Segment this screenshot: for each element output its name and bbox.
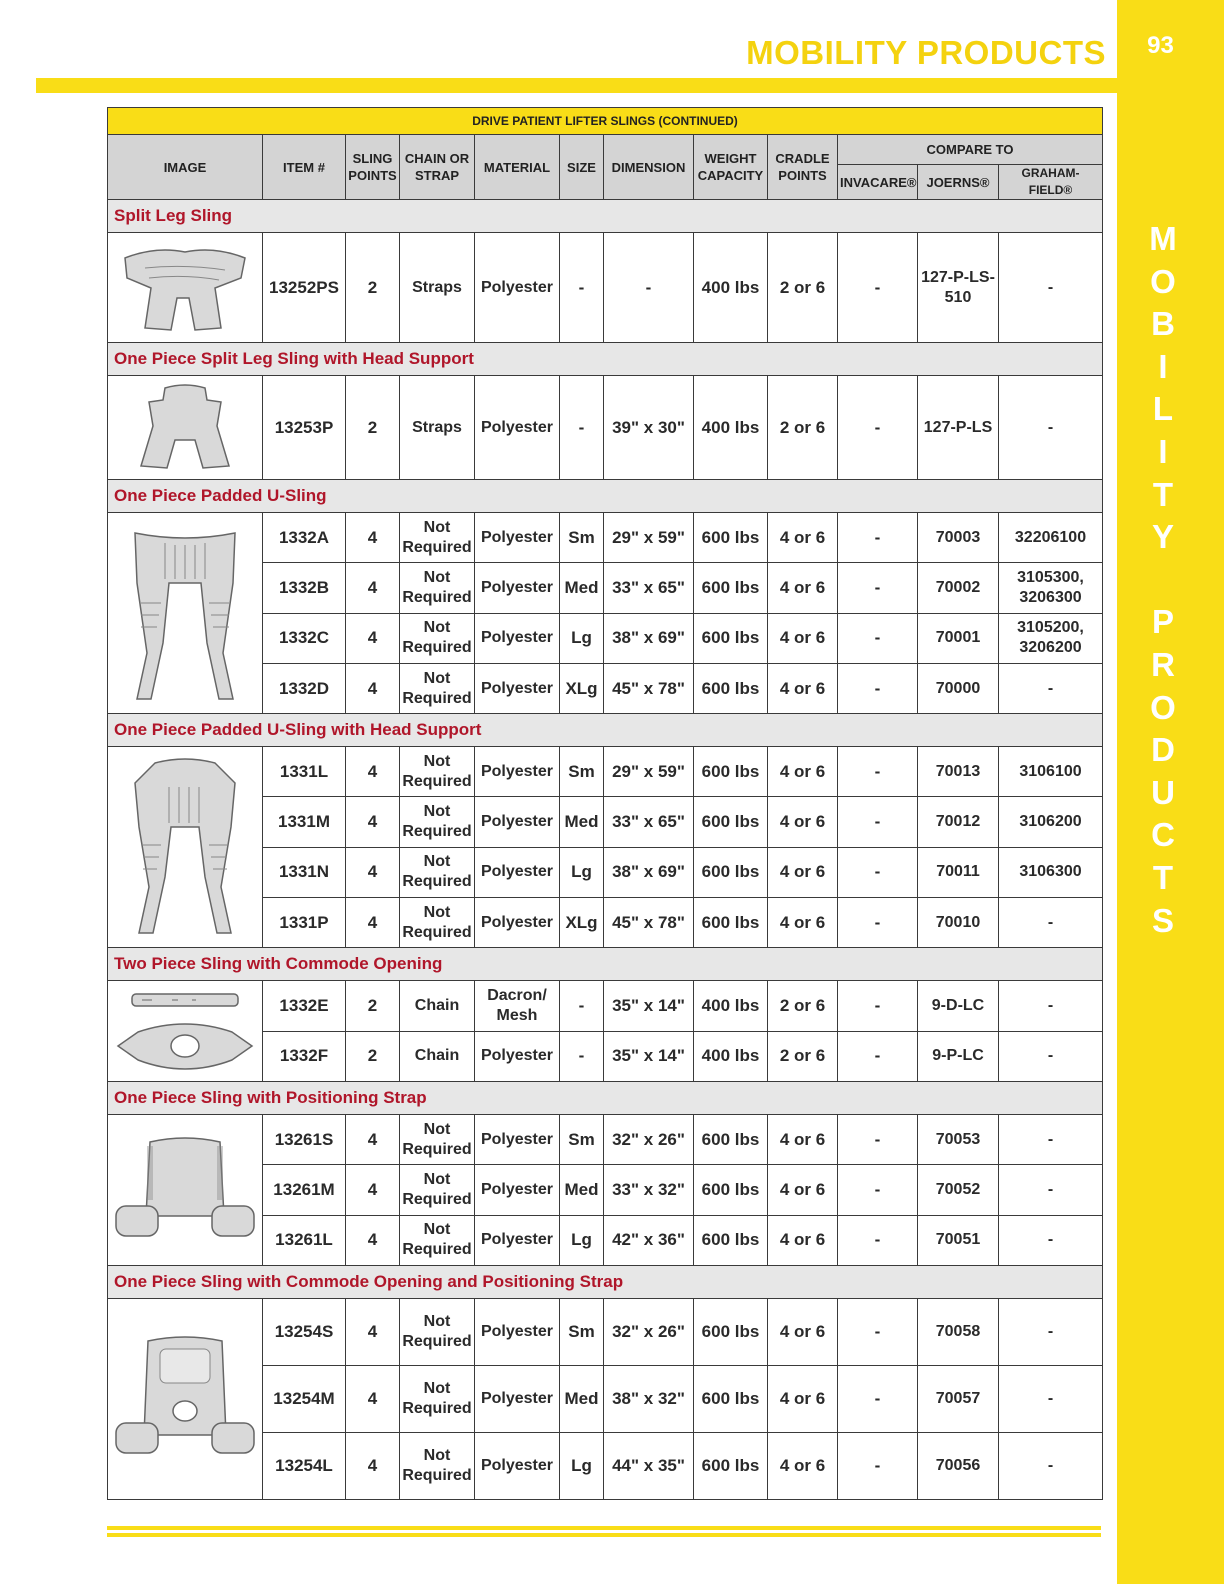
section-title: MOBILITY PRODUCTS xyxy=(746,34,1106,71)
sling-points-cell: 4 xyxy=(346,513,400,563)
size-cell: - xyxy=(560,233,604,343)
joerns-cell: 70010 xyxy=(918,898,999,948)
col-header-weight-line2: CAPACITY xyxy=(697,168,764,183)
joerns-cell: 70013 xyxy=(918,747,999,797)
joerns-cell: 70052 xyxy=(918,1165,999,1215)
material-cell: Polyester xyxy=(475,797,560,847)
joerns-cell: 70056 xyxy=(918,1432,999,1499)
cradle-points-cell: 4 or 6 xyxy=(768,1114,838,1164)
joerns-cell: 127-P-LS xyxy=(918,376,999,480)
sling-points-cell: 4 xyxy=(346,747,400,797)
material-cell: Polyester xyxy=(475,663,560,713)
item-number-cell: 13254M xyxy=(263,1365,346,1432)
col-header-cradle-line1: CRADLE xyxy=(775,151,830,166)
col-header-dimension: DIMENSION xyxy=(604,135,694,200)
item-number-cell: 1332D xyxy=(263,663,346,713)
side-title-letter: P xyxy=(1151,603,1174,641)
positioning-strap-sling-image xyxy=(108,1114,263,1265)
table-row xyxy=(108,233,1103,343)
joerns-cell: 70011 xyxy=(918,847,999,897)
side-vertical-title xyxy=(1117,218,1209,942)
side-title-letter: T xyxy=(1152,858,1174,896)
invacare-cell: - xyxy=(838,747,918,797)
cradle-points-cell: 4 or 6 xyxy=(768,563,838,613)
joerns-cell: 9-D-LC xyxy=(918,981,999,1031)
weight-capacity-cell: 400 lbs xyxy=(694,233,768,343)
material-cell: Polyester xyxy=(475,1031,560,1081)
footer-rule-bottom xyxy=(107,1533,1101,1537)
joerns-cell: 70057 xyxy=(918,1365,999,1432)
chain-or-strap-cell: Not Required xyxy=(400,1432,475,1499)
dimension-cell: 33" x 65" xyxy=(604,563,694,613)
dimension-cell: 32" x 26" xyxy=(604,1298,694,1365)
invacare-cell: - xyxy=(838,1365,918,1432)
chain-or-strap-cell: Not Required xyxy=(400,847,475,897)
graham-field-cell: - xyxy=(999,898,1103,948)
padded-u-sling-head-support-image xyxy=(108,747,263,948)
sling-points-cell: 4 xyxy=(346,563,400,613)
weight-capacity-cell: 400 lbs xyxy=(694,1031,768,1081)
weight-capacity-cell: 600 lbs xyxy=(694,1298,768,1365)
weight-capacity-cell: 600 lbs xyxy=(694,1114,768,1164)
graham-field-cell: - xyxy=(999,1365,1103,1432)
sling-points-cell: 4 xyxy=(346,1215,400,1265)
col-header-image: IMAGE xyxy=(108,135,263,200)
material-cell: Polyester xyxy=(475,1165,560,1215)
cradle-points-cell: 4 or 6 xyxy=(768,663,838,713)
dimension-cell: 33" x 32" xyxy=(604,1165,694,1215)
chain-or-strap-cell: Not Required xyxy=(400,513,475,563)
sling-points-cell: 2 xyxy=(346,981,400,1031)
dimension-cell: 45" x 78" xyxy=(604,898,694,948)
graham-field-cell: 3106300 xyxy=(999,847,1103,897)
col-header-item: ITEM # xyxy=(263,135,346,200)
col-header-chain-or-strap xyxy=(400,135,475,200)
col-header-sling-points xyxy=(346,135,400,200)
item-number-cell: 13261S xyxy=(263,1114,346,1164)
group-title: One Piece Sling with Commode Opening and Positioning Strap xyxy=(108,1265,1103,1298)
size-cell: - xyxy=(560,1031,604,1081)
graham-field-cell: - xyxy=(999,1114,1103,1164)
dimension-cell: 29" x 59" xyxy=(604,513,694,563)
size-cell: Lg xyxy=(560,1432,604,1499)
chain-or-strap-cell: Chain xyxy=(400,981,475,1031)
chain-or-strap-cell: Straps xyxy=(400,233,475,343)
graham-field-cell: - xyxy=(999,663,1103,713)
col-header-cradle-line2: POINTS xyxy=(778,168,827,183)
size-cell: Med xyxy=(560,563,604,613)
commode-positioning-strap-sling-image xyxy=(108,1298,263,1499)
chain-or-strap-cell: Not Required xyxy=(400,1165,475,1215)
footer-rule-top xyxy=(107,1526,1101,1530)
col-header-invacare: INVACARE® xyxy=(838,165,918,200)
split-leg-sling-image xyxy=(108,233,263,343)
sling-points-cell: 4 xyxy=(346,797,400,847)
joerns-cell: 70000 xyxy=(918,663,999,713)
item-number-cell: 13261L xyxy=(263,1215,346,1265)
col-header-graham-field: GRAHAM-FIELD® xyxy=(999,165,1103,200)
size-cell: Sm xyxy=(560,747,604,797)
invacare-cell: - xyxy=(838,613,918,663)
size-cell: Med xyxy=(560,797,604,847)
material-cell: Dacron/ Mesh xyxy=(475,981,560,1031)
invacare-cell: - xyxy=(838,563,918,613)
dimension-cell: 38" x 32" xyxy=(604,1365,694,1432)
cradle-points-cell: 4 or 6 xyxy=(768,1365,838,1432)
table-row xyxy=(108,376,1103,480)
side-title-letter: S xyxy=(1151,901,1174,939)
joerns-cell: 70001 xyxy=(918,613,999,663)
weight-capacity-cell: 400 lbs xyxy=(694,376,768,480)
invacare-cell: - xyxy=(838,1031,918,1081)
group-header-row xyxy=(108,480,1103,513)
group-title: Two Piece Sling with Commode Opening xyxy=(108,948,1103,981)
graham-field-cell: 3106200 xyxy=(999,797,1103,847)
group-title: One Piece Split Leg Sling with Head Support xyxy=(108,343,1103,376)
col-header-joerns: JOERNS® xyxy=(918,165,999,200)
material-cell: Polyester xyxy=(475,513,560,563)
chain-or-strap-cell: Not Required xyxy=(400,613,475,663)
dimension-cell: 33" x 65" xyxy=(604,797,694,847)
graham-field-cell: 3106100 xyxy=(999,747,1103,797)
material-cell: Polyester xyxy=(475,747,560,797)
invacare-cell: - xyxy=(838,898,918,948)
side-title-letter: C xyxy=(1151,816,1175,854)
dimension-cell: 32" x 26" xyxy=(604,1114,694,1164)
invacare-cell: - xyxy=(838,797,918,847)
material-cell: Polyester xyxy=(475,376,560,480)
col-header-cradle-points xyxy=(768,135,838,200)
dimension-cell: 44" x 35" xyxy=(604,1432,694,1499)
dimension-cell: 38" x 69" xyxy=(604,847,694,897)
chain-or-strap-cell: Not Required xyxy=(400,1114,475,1164)
group-title: One Piece Padded U-Sling with Head Support xyxy=(108,714,1103,747)
chain-or-strap-cell: Straps xyxy=(400,376,475,480)
item-number-cell: 1332F xyxy=(263,1031,346,1081)
col-header-material: MATERIAL xyxy=(475,135,560,200)
cradle-points-cell: 2 or 6 xyxy=(768,981,838,1031)
graham-field-cell: - xyxy=(999,1165,1103,1215)
side-title-letter: I xyxy=(1158,432,1168,470)
chain-or-strap-cell: Chain xyxy=(400,1031,475,1081)
side-title-letter: U xyxy=(1151,773,1175,811)
chain-or-strap-cell: Not Required xyxy=(400,898,475,948)
size-cell: Med xyxy=(560,1365,604,1432)
chain-or-strap-cell: Not Required xyxy=(400,1365,475,1432)
table-title: DRIVE PATIENT LIFTER SLINGS (CONTINUED) xyxy=(108,108,1103,135)
cradle-points-cell: 2 or 6 xyxy=(768,1031,838,1081)
col-header-chain-line1: CHAIN OR xyxy=(404,151,470,166)
chain-or-strap-cell: Not Required xyxy=(400,663,475,713)
side-title-letter: L xyxy=(1152,390,1174,428)
side-title-letter: D xyxy=(1151,731,1175,769)
material-cell: Polyester xyxy=(475,1114,560,1164)
material-cell: Polyester xyxy=(475,1298,560,1365)
table-row xyxy=(108,513,1103,563)
col-header-weight-line1: WEIGHT xyxy=(704,151,757,166)
weight-capacity-cell: 600 lbs xyxy=(694,1215,768,1265)
dimension-cell: 35" x 14" xyxy=(604,1031,694,1081)
side-title-letter: O xyxy=(1150,688,1176,726)
joerns-cell: 127-P-LS-510 xyxy=(918,233,999,343)
invacare-cell: - xyxy=(838,1215,918,1265)
col-header-size: SIZE xyxy=(560,135,604,200)
invacare-cell: - xyxy=(838,376,918,480)
col-header-compare-to: COMPARE TO xyxy=(838,135,1103,165)
size-cell: XLg xyxy=(560,663,604,713)
cradle-points-cell: 4 or 6 xyxy=(768,1432,838,1499)
joerns-cell: 70003 xyxy=(918,513,999,563)
item-number-cell: 1331N xyxy=(263,847,346,897)
two-piece-commode-sling-image xyxy=(108,981,263,1082)
material-cell: Polyester xyxy=(475,898,560,948)
cradle-points-cell: 4 or 6 xyxy=(768,1298,838,1365)
chain-or-strap-cell: Not Required xyxy=(400,747,475,797)
graham-field-cell: - xyxy=(999,1432,1103,1499)
cradle-points-cell: 4 or 6 xyxy=(768,513,838,563)
size-cell: Sm xyxy=(560,1298,604,1365)
cradle-points-cell: 2 or 6 xyxy=(768,233,838,343)
header-rule xyxy=(36,78,1117,93)
joerns-cell: 70002 xyxy=(918,563,999,613)
weight-capacity-cell: 600 lbs xyxy=(694,513,768,563)
invacare-cell: - xyxy=(838,513,918,563)
invacare-cell: - xyxy=(838,1165,918,1215)
group-header-row xyxy=(108,1081,1103,1114)
group-header-row xyxy=(108,200,1103,233)
head-support-split-leg-sling-image xyxy=(108,376,263,480)
material-cell: Polyester xyxy=(475,1365,560,1432)
page-number: 93 xyxy=(1147,32,1174,59)
cradle-points-cell: 4 or 6 xyxy=(768,847,838,897)
item-number-cell: 1332E xyxy=(263,981,346,1031)
invacare-cell: - xyxy=(838,233,918,343)
sling-points-cell: 4 xyxy=(346,847,400,897)
joerns-cell: 70012 xyxy=(918,797,999,847)
invacare-cell: - xyxy=(838,1432,918,1499)
group-header-row xyxy=(108,1265,1103,1298)
group-title: Split Leg Sling xyxy=(108,200,1103,233)
sling-points-cell: 4 xyxy=(346,1298,400,1365)
weight-capacity-cell: 600 lbs xyxy=(694,747,768,797)
size-cell: Sm xyxy=(560,1114,604,1164)
weight-capacity-cell: 600 lbs xyxy=(694,1432,768,1499)
item-number-cell: 13254S xyxy=(263,1298,346,1365)
joerns-cell: 70053 xyxy=(918,1114,999,1164)
sling-points-cell: 2 xyxy=(346,376,400,480)
cradle-points-cell: 2 or 6 xyxy=(768,376,838,480)
item-number-cell: 13261M xyxy=(263,1165,346,1215)
size-cell: - xyxy=(560,376,604,480)
col-header-sling-points-line1: SLING xyxy=(352,151,393,166)
sling-points-cell: 4 xyxy=(346,1365,400,1432)
graham-field-cell: 32206100 xyxy=(999,513,1103,563)
item-number-cell: 1331L xyxy=(263,747,346,797)
joerns-cell: 70051 xyxy=(918,1215,999,1265)
table-row xyxy=(108,747,1103,797)
cradle-points-cell: 4 or 6 xyxy=(768,1215,838,1265)
table-row xyxy=(108,981,1103,1031)
item-number-cell: 1332B xyxy=(263,563,346,613)
col-header-chain-line2: STRAP xyxy=(414,168,460,183)
graham-field-cell: - xyxy=(999,376,1103,480)
group-title: One Piece Padded U-Sling xyxy=(108,480,1103,513)
group-header-row xyxy=(108,343,1103,376)
side-title-letter: Y xyxy=(1151,518,1174,556)
col-header-weight-capacity xyxy=(694,135,768,200)
graham-field-cell: - xyxy=(999,981,1103,1031)
dimension-cell: 42" x 36" xyxy=(604,1215,694,1265)
item-number-cell: 13254L xyxy=(263,1432,346,1499)
group-header-row xyxy=(108,948,1103,981)
side-title-letter xyxy=(1117,559,1209,602)
material-cell: Polyester xyxy=(475,613,560,663)
sling-points-cell: 2 xyxy=(346,1031,400,1081)
dimension-cell: 29" x 59" xyxy=(604,747,694,797)
side-title-letter: B xyxy=(1151,305,1175,343)
size-cell: Med xyxy=(560,1165,604,1215)
item-number-cell: 13252PS xyxy=(263,233,346,343)
size-cell: - xyxy=(560,981,604,1031)
side-title-letter: M xyxy=(1149,220,1177,257)
size-cell: Lg xyxy=(560,847,604,897)
weight-capacity-cell: 600 lbs xyxy=(694,663,768,713)
weight-capacity-cell: 600 lbs xyxy=(694,847,768,897)
sling-points-cell: 4 xyxy=(346,898,400,948)
group-header-row xyxy=(108,714,1103,747)
sling-points-cell: 4 xyxy=(346,1114,400,1164)
cradle-points-cell: 4 or 6 xyxy=(768,797,838,847)
item-number-cell: 1332A xyxy=(263,513,346,563)
item-number-cell: 1331M xyxy=(263,797,346,847)
chain-or-strap-cell: Not Required xyxy=(400,797,475,847)
joerns-cell: 70058 xyxy=(918,1298,999,1365)
sling-points-cell: 4 xyxy=(346,1165,400,1215)
weight-capacity-cell: 400 lbs xyxy=(694,981,768,1031)
table-row xyxy=(108,1298,1103,1365)
graham-field-cell: - xyxy=(999,1031,1103,1081)
invacare-cell: - xyxy=(838,1114,918,1164)
material-cell: Polyester xyxy=(475,1215,560,1265)
sling-points-cell: 4 xyxy=(346,613,400,663)
weight-capacity-cell: 600 lbs xyxy=(694,563,768,613)
dimension-cell: 38" x 69" xyxy=(604,613,694,663)
chain-or-strap-cell: Not Required xyxy=(400,1215,475,1265)
table-row xyxy=(108,1114,1103,1164)
side-title-letter: R xyxy=(1151,645,1175,683)
joerns-cell: 9-P-LC xyxy=(918,1031,999,1081)
cradle-points-cell: 4 or 6 xyxy=(768,898,838,948)
graham-field-cell: - xyxy=(999,1215,1103,1265)
weight-capacity-cell: 600 lbs xyxy=(694,797,768,847)
item-number-cell: 13253P xyxy=(263,376,346,480)
weight-capacity-cell: 600 lbs xyxy=(694,1365,768,1432)
sling-points-cell: 4 xyxy=(346,1432,400,1499)
cradle-points-cell: 4 or 6 xyxy=(768,747,838,797)
padded-u-sling-image xyxy=(108,513,263,714)
size-cell: Sm xyxy=(560,513,604,563)
side-title-letter: O xyxy=(1150,262,1176,300)
invacare-cell: - xyxy=(838,847,918,897)
invacare-cell: - xyxy=(838,663,918,713)
material-cell: Polyester xyxy=(475,1432,560,1499)
graham-field-cell: 3105200, 3206200 xyxy=(999,613,1103,663)
sling-points-cell: 4 xyxy=(346,663,400,713)
group-title: One Piece Sling with Positioning Strap xyxy=(108,1081,1103,1114)
dimension-cell: 39" x 30" xyxy=(604,376,694,480)
graham-field-cell: - xyxy=(999,233,1103,343)
dimension-cell: - xyxy=(604,233,694,343)
item-number-cell: 1331P xyxy=(263,898,346,948)
graham-field-cell: 3105300, 3206300 xyxy=(999,563,1103,613)
weight-capacity-cell: 600 lbs xyxy=(694,1165,768,1215)
material-cell: Polyester xyxy=(475,847,560,897)
sling-table xyxy=(107,107,1103,1500)
dimension-cell: 45" x 78" xyxy=(604,663,694,713)
cradle-points-cell: 4 or 6 xyxy=(768,613,838,663)
weight-capacity-cell: 600 lbs xyxy=(694,613,768,663)
chain-or-strap-cell: Not Required xyxy=(400,1298,475,1365)
invacare-cell: - xyxy=(838,981,918,1031)
size-cell: XLg xyxy=(560,898,604,948)
side-title-letter: T xyxy=(1152,475,1174,513)
side-title-letter: I xyxy=(1158,347,1168,385)
cradle-points-cell: 4 or 6 xyxy=(768,1165,838,1215)
size-cell: Lg xyxy=(560,613,604,663)
chain-or-strap-cell: Not Required xyxy=(400,563,475,613)
graham-field-cell: - xyxy=(999,1298,1103,1365)
material-cell: Polyester xyxy=(475,563,560,613)
dimension-cell: 35" x 14" xyxy=(604,981,694,1031)
col-header-sling-points-line2: POINTS xyxy=(348,168,397,183)
invacare-cell: - xyxy=(838,1298,918,1365)
size-cell: Lg xyxy=(560,1215,604,1265)
sling-points-cell: 2 xyxy=(346,233,400,343)
item-number-cell: 1332C xyxy=(263,613,346,663)
weight-capacity-cell: 600 lbs xyxy=(694,898,768,948)
material-cell: Polyester xyxy=(475,233,560,343)
